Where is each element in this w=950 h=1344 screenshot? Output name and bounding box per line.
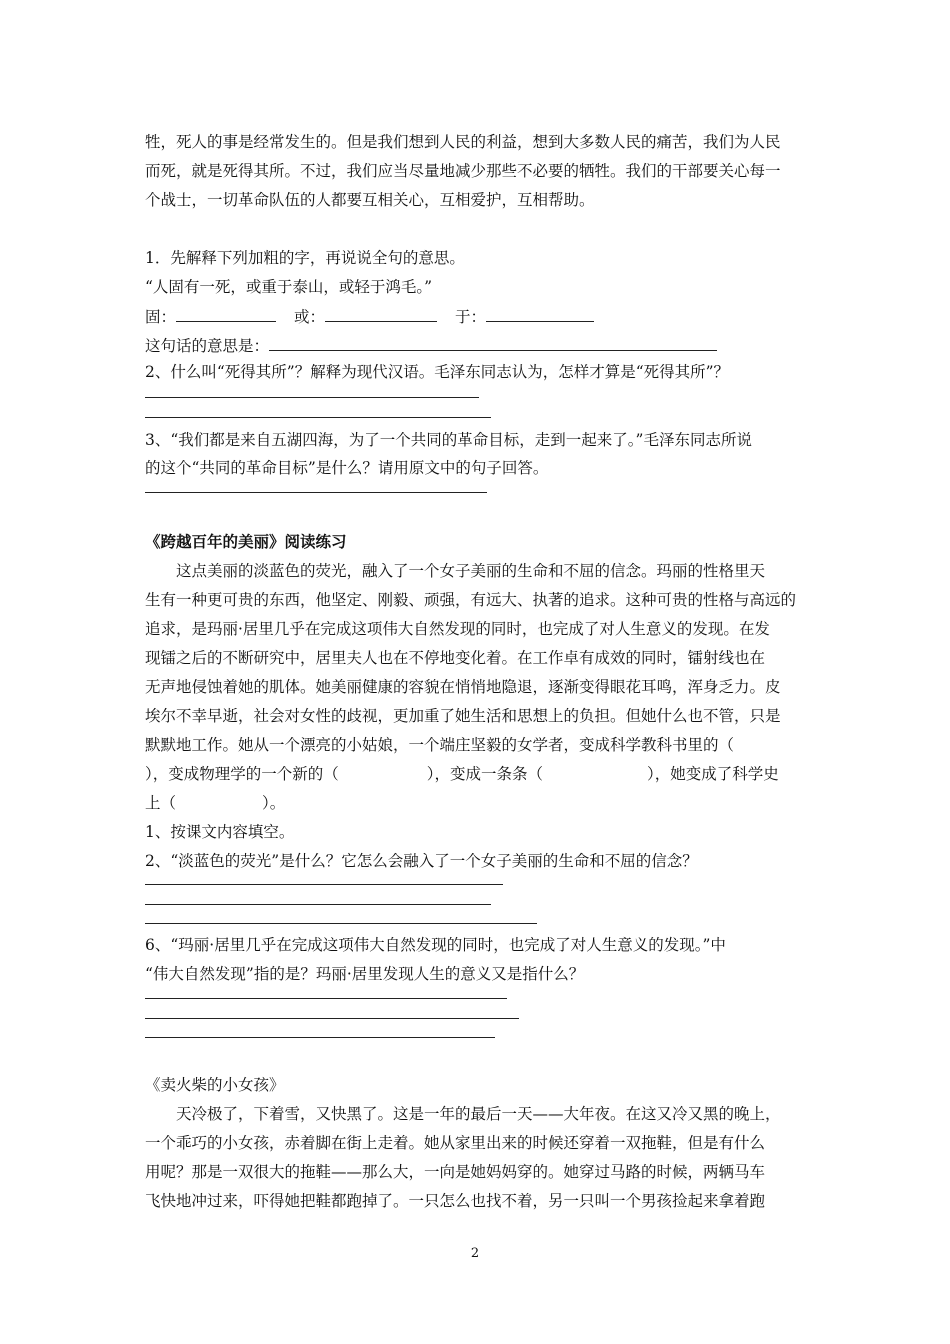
text-line: 一个乖巧的小女孩，赤着脚在街上走着。她从家里出来的时候还穿着一双拖鞋，但是有什么: [145, 1134, 766, 1152]
text-line: 这点美丽的淡蓝色的荧光，融入了一个女子美丽的生命和不屈的信念。玛丽的性格里天: [176, 562, 766, 580]
fill-text: ），变成一条条（: [426, 765, 544, 783]
answer-line[interactable]: [145, 1018, 519, 1019]
answer-blank-meaning[interactable]: [269, 334, 717, 351]
answer-line[interactable]: [145, 492, 487, 493]
fill-text: ），她变成了科学史: [647, 765, 779, 783]
answer-line[interactable]: [145, 998, 507, 999]
text-line: 牲，死人的事是经常发生的。但是我们想到人民的利益，想到大多数人民的痛苦，我们为人民: [145, 133, 781, 151]
text-line: 生有一种更可贵的东西，他坚定、刚毅、顽强，有远大、执著的追求。这种可贵的性格与高远的: [145, 591, 797, 609]
fill-in-line: [145, 763, 779, 785]
quote-line: “人固有一死，或重于泰山，或轻于鸿毛。”: [145, 278, 433, 296]
answer-blank-yu[interactable]: [486, 305, 594, 322]
text-line: 无声地侵蚀着她的肌体。她美丽健康的容貌在悄悄地隐退，逐渐变得眼花耳鸣，浑身乏力。皮: [145, 678, 781, 696]
meaning-row: [145, 334, 717, 357]
section-title-maihuochai: 《卖火柴的小女孩》: [145, 1076, 285, 1094]
answer-line[interactable]: [145, 884, 503, 885]
question-1: 1．先解释下列加粗的字，再说说全句的意思。: [145, 249, 465, 267]
answer-line[interactable]: [145, 1037, 495, 1038]
meaning-label: 这句话的意思是：: [145, 337, 270, 355]
fill-text: ）。: [262, 794, 286, 812]
text-line: 默默地工作。她从一个漂亮的小姑娘，一个端庄坚毅的女学者，变成科学教科书里的（: [145, 736, 735, 754]
fill-text: 上（: [145, 794, 177, 812]
text-line: 个战士，一切革命队伍的人都要互相关心，互相爱护，互相帮助。: [145, 191, 595, 209]
question-3-line2: 的这个“共同的革命目标”是什么？请用原文中的句子回答。: [145, 459, 549, 477]
answer-blank-huo[interactable]: [325, 305, 437, 322]
answer-line[interactable]: [145, 417, 491, 418]
answer-blank-gu[interactable]: [176, 305, 276, 322]
section-title-kuayue: 《跨越百年的美丽》阅读练习: [145, 532, 347, 551]
question-3-line1: 3、“我们都是来自五湖四海，为了一个共同的革命目标，走到一起来了。”毛泽东同志所说: [145, 431, 752, 449]
answer-line[interactable]: [145, 904, 491, 905]
text-line: 现镭之后的不断研究中，居里夫人也在不停地变化着。在工作卓有成效的同时，镭射线也在: [145, 649, 766, 667]
question-2: 2、什么叫“死得其所”？解释为现代汉语。毛泽东同志认为，怎样才算是“死得其所”？: [145, 363, 730, 381]
question-6-line2: “伟大自然发现”指的是？玛丽·居里发现人生的意义又是指什么？: [145, 965, 585, 983]
question-1: 1、按课文内容填空。: [145, 823, 295, 841]
answer-line[interactable]: [145, 397, 479, 398]
text-line: 天冷极了，下着雪，又快黑了。这是一年的最后一天——大年夜。在这又冷又黑的晚上，: [176, 1105, 781, 1123]
fill-label-gu: 固：: [145, 308, 177, 326]
answer-line[interactable]: [145, 923, 537, 924]
fill-text: ），变成物理学的一个新的（: [145, 765, 339, 783]
fill-in-row: [145, 305, 594, 328]
page-number: 2: [470, 1246, 480, 1261]
fill-label-huo: 或：: [294, 308, 326, 326]
fill-label-yu: 于：: [455, 308, 487, 326]
text-line: 追求，是玛丽·居里几乎在完成这项伟大自然发现的同时，也完成了对人生意义的发现。在发: [145, 620, 770, 638]
question-2: 2、“淡蓝色的荧光”是什么？它怎么会融入了一个女子美丽的生命和不屈的信念？: [145, 852, 698, 870]
text-line: 而死，就是死得其所。不过，我们应当尽量地减少那些不必要的牺牲。我们的干部要关心每一: [145, 162, 781, 180]
question-6-line1: 6、“玛丽·居里几乎在完成这项伟大自然发现的同时，也完成了对人生意义的发现。”中: [145, 936, 726, 954]
text-line: 用呢？那是一双很大的拖鞋——那么大，一向是她妈妈穿的。她穿过马路的时候，两辆马车: [145, 1163, 766, 1181]
text-line: 飞快地冲过来，吓得她把鞋都跑掉了。一只怎么也找不着，另一只叫一个男孩捡起来拿着跑: [145, 1192, 766, 1210]
fill-in-line: [145, 792, 285, 814]
text-line: 埃尔不幸早逝，社会对女性的歧视，更加重了她生活和思想上的负担。但她什么也不管，只是: [145, 707, 781, 725]
